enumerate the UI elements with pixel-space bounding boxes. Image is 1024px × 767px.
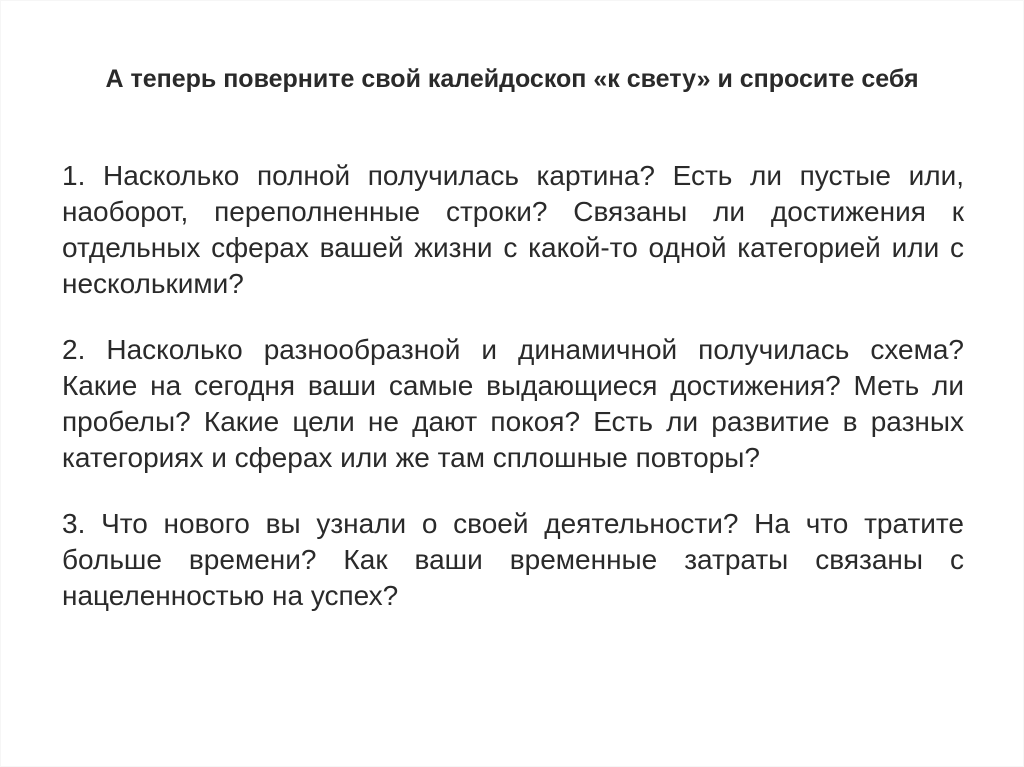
slide-body [62, 158, 964, 644]
slide-title: А теперь поверните свой калейдоскоп «к свету» и спросите себя [105, 65, 919, 93]
question-paragraph-1: 1. Насколько полной получилась картина? Есть ли пустые или, наоборот, переполненные строки? Связаны ли достижения к отдельных сферах вашей жизни с какой-то одной категорией или с несколькими? [62, 160, 964, 299]
question-paragraph-2: 2. Насколько разнообразной и динамичной получилась схема? Какие на сегодня ваши самые выдающиеся достижения? Меть ли пробелы? Какие цели не дают покоя? Есть ли развитие в разных категориях и сферах или же там сплошные повторы? [62, 334, 964, 473]
question-paragraph-3: 3. Что нового вы узнали о своей деятельности? На что тратите больше времени? Как ваши временные затраты связаны с нацеленностью на успех? [62, 508, 964, 611]
